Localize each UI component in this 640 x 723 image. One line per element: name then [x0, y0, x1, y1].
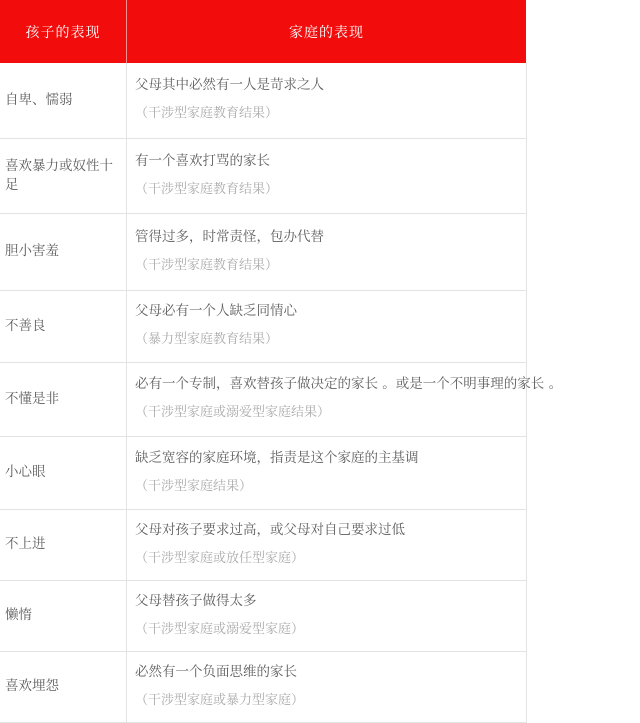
- family-cell-content: [135, 229, 520, 275]
- family-description: 必然有一个负面思维的家长: [135, 663, 297, 680]
- child-behavior-cell: [0, 63, 127, 138]
- family-cell-content: [135, 153, 520, 199]
- family-type-note: （干涉型家庭结果）: [135, 478, 253, 494]
- table-row: [0, 213, 526, 290]
- child-behavior-cell: [0, 138, 127, 213]
- child-behavior-label: 自卑、懦弱: [5, 92, 73, 109]
- child-behavior-label: 喜欢埋怨: [5, 678, 59, 695]
- family-cell-content: [135, 593, 520, 639]
- table-row: [0, 651, 526, 722]
- child-behavior-cell: [0, 436, 127, 509]
- family-behavior-cell: [127, 436, 527, 509]
- family-description: 必有一个专制，喜欢替孩子做决定的家长 。或是一个不明事理的家长 。: [135, 376, 563, 392]
- table-row: [0, 580, 526, 651]
- family-description: 管得过多，时常责怪，包办代替: [135, 228, 324, 245]
- family-behavior-cell: [127, 509, 527, 580]
- table-body: [0, 63, 563, 722]
- child-behavior-cell: [0, 651, 127, 722]
- family-cell-content: [135, 664, 520, 710]
- family-cell-content: [135, 303, 520, 349]
- family-behavior-cell: [127, 138, 527, 213]
- table-header-row: [0, 0, 526, 63]
- family-type-note: （干涉型家庭或暴力型家庭）: [135, 692, 305, 708]
- table-head: [0, 0, 526, 63]
- child-behavior-label: 不善良: [5, 317, 46, 334]
- family-behavior-cell: [127, 213, 527, 290]
- family-description: 父母其中必然有一人是苛求之人: [135, 77, 324, 94]
- table-row: [0, 138, 526, 213]
- child-behavior-cell: [0, 509, 127, 580]
- family-cell-content: [135, 450, 520, 496]
- family-cell-content: [135, 77, 520, 123]
- child-behavior-cell: [0, 213, 127, 290]
- family-type-note: （暴力型家庭教育结果）: [135, 332, 279, 348]
- family-behavior-cell: [127, 290, 527, 362]
- family-behavior-cell: [127, 362, 563, 436]
- table-row: [0, 436, 526, 509]
- header-family-column: 家庭的表现: [127, 0, 527, 63]
- family-behavior-cell: [127, 63, 527, 138]
- child-behavior-label: 小心眼: [5, 464, 46, 481]
- family-cell-content: [135, 522, 520, 568]
- child-behavior-label: 懒惰: [5, 607, 32, 624]
- table-row: [0, 63, 526, 138]
- family-description: 缺乏宽容的家庭环境，指责是这个家庭的主基调: [135, 449, 419, 466]
- family-behavior-cell: [127, 580, 527, 651]
- child-behavior-cell: [0, 362, 127, 436]
- family-type-note: （干涉型家庭教育结果）: [135, 181, 279, 197]
- family-behavior-cell: [127, 651, 527, 722]
- family-type-note: （干涉型家庭教育结果）: [135, 257, 279, 273]
- family-description: 父母对孩子要求过高，或父母对自己要求过低: [135, 521, 405, 538]
- family-cell-content: [135, 376, 563, 422]
- child-behavior-label: 不上进: [5, 536, 46, 553]
- table-row: [0, 290, 526, 362]
- header-child-column: 孩子的表现: [0, 0, 127, 63]
- table-row: [0, 362, 526, 436]
- family-type-note: （干涉型家庭教育结果）: [135, 106, 279, 122]
- child-behavior-label: 喜欢暴力或奴性十足: [5, 158, 113, 193]
- child-behavior-label: 不懂是非: [5, 390, 59, 407]
- family-description: 有一个喜欢打骂的家长: [135, 152, 270, 169]
- family-description: 父母必有一个人缺乏同情心: [135, 303, 297, 319]
- family-type-note: （干涉型家庭或溺爱型家庭结果）: [135, 405, 331, 421]
- table-row: [0, 509, 526, 580]
- family-type-note: （干涉型家庭或放任型家庭）: [135, 550, 305, 566]
- child-behavior-cell: [0, 290, 127, 362]
- family-type-note: （干涉型家庭或溺爱型家庭）: [135, 621, 305, 637]
- child-behavior-label: 胆小害羞: [5, 243, 59, 260]
- child-behavior-cell: [0, 580, 127, 651]
- family-description: 父母替孩子做得太多: [135, 592, 257, 609]
